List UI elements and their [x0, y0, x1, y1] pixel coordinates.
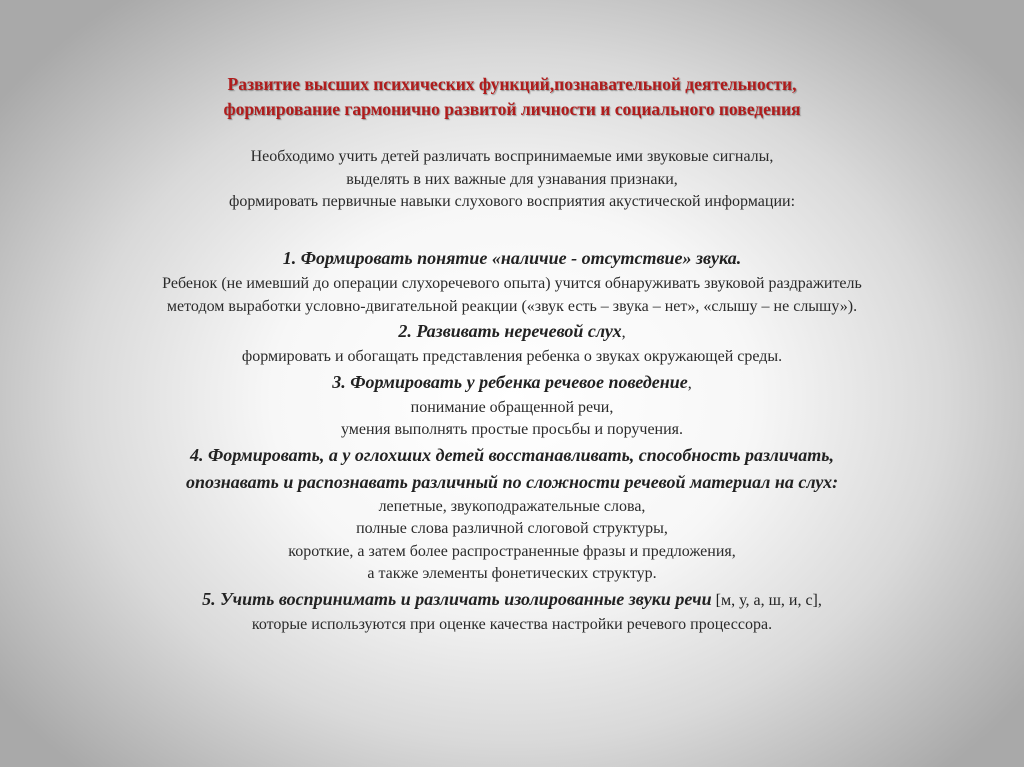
goal-heading: [0, 318, 1024, 346]
goal-heading-tail: ,: [621, 324, 626, 341]
intro-line: формировать первичные навыки слухового восприятия акустической информации:: [228, 193, 796, 210]
goal-text-line: которые используются при оценке качества настройки речевого процессора.: [251, 615, 773, 633]
goal-heading: 4. Формировать, а у оглохших детей восстанавливать, способность различать,: [189, 444, 835, 465]
goal-text-line: а также элементы фонетических структур.: [367, 565, 657, 582]
goal-heading-text: 2. Развивать неречевой слух: [398, 321, 622, 341]
goals-list: [0, 245, 1024, 636]
goal-item-2: [0, 318, 1024, 369]
goal-heading-tail: ,: [687, 374, 692, 392]
intro-paragraph: [0, 146, 1024, 214]
goal-heading-tail: [м, у, а, ш, и, с],: [711, 591, 822, 609]
goal-text-line: формировать и обогащать представления ребенка о звуках окружающей среды.: [241, 348, 783, 365]
goal-item-3: [0, 369, 1024, 442]
goal-text-line: короткие, а затем более распространенные фразы и предложения,: [288, 542, 736, 560]
intro-line: Необходимо учить детей различать воспринимаемые ими звуковые сигналы,: [250, 148, 774, 165]
intro-line: выделять в них важные для узнавания признаки,: [346, 170, 678, 188]
goal-heading-text: 1. Формировать понятие «наличие - отсутствие» звука.: [282, 248, 742, 268]
goal-heading: [0, 245, 1024, 273]
title-line-2: формирование гармонично развитой личности и социального поведения: [223, 99, 801, 119]
goal-text-line: умения выполнять простые просьбы и поручения.: [340, 421, 684, 438]
goal-heading: [0, 586, 1024, 614]
title-line-1: Развитие высших психических функций,познавательной деятельности,: [227, 74, 797, 94]
goal-heading-text: 5. Учить воспринимать и различать изолированные звуки речи: [202, 588, 712, 609]
goal-heading-text: 3. Формировать у ребенка речевое поведение: [332, 371, 688, 392]
goal-heading: опознавать и распознавать различный по сложности речевой материал на слух:: [185, 471, 839, 492]
goal-text-line: полные слова различной слоговой структуры,: [356, 520, 668, 537]
goal-item-1: [0, 245, 1024, 318]
goal-text-line: Ребенок (не имевший до операции слухоречевого опыта) учится обнаруживать звуковой раздражитель: [162, 275, 862, 292]
goal-text-line: понимание обращенной речи,: [410, 398, 614, 416]
goal-text-line: методом выработки условно-двигательной реакции («звук есть – звука – нет», «слышу – не слышу»).: [166, 297, 858, 315]
slide-title: [0, 72, 1024, 122]
goal-heading: [0, 369, 1024, 397]
goal-text-line: лепетные, звукоподражательные слова,: [378, 497, 646, 515]
goal-item-5: [0, 586, 1024, 637]
goal-item-4: [0, 442, 1024, 586]
